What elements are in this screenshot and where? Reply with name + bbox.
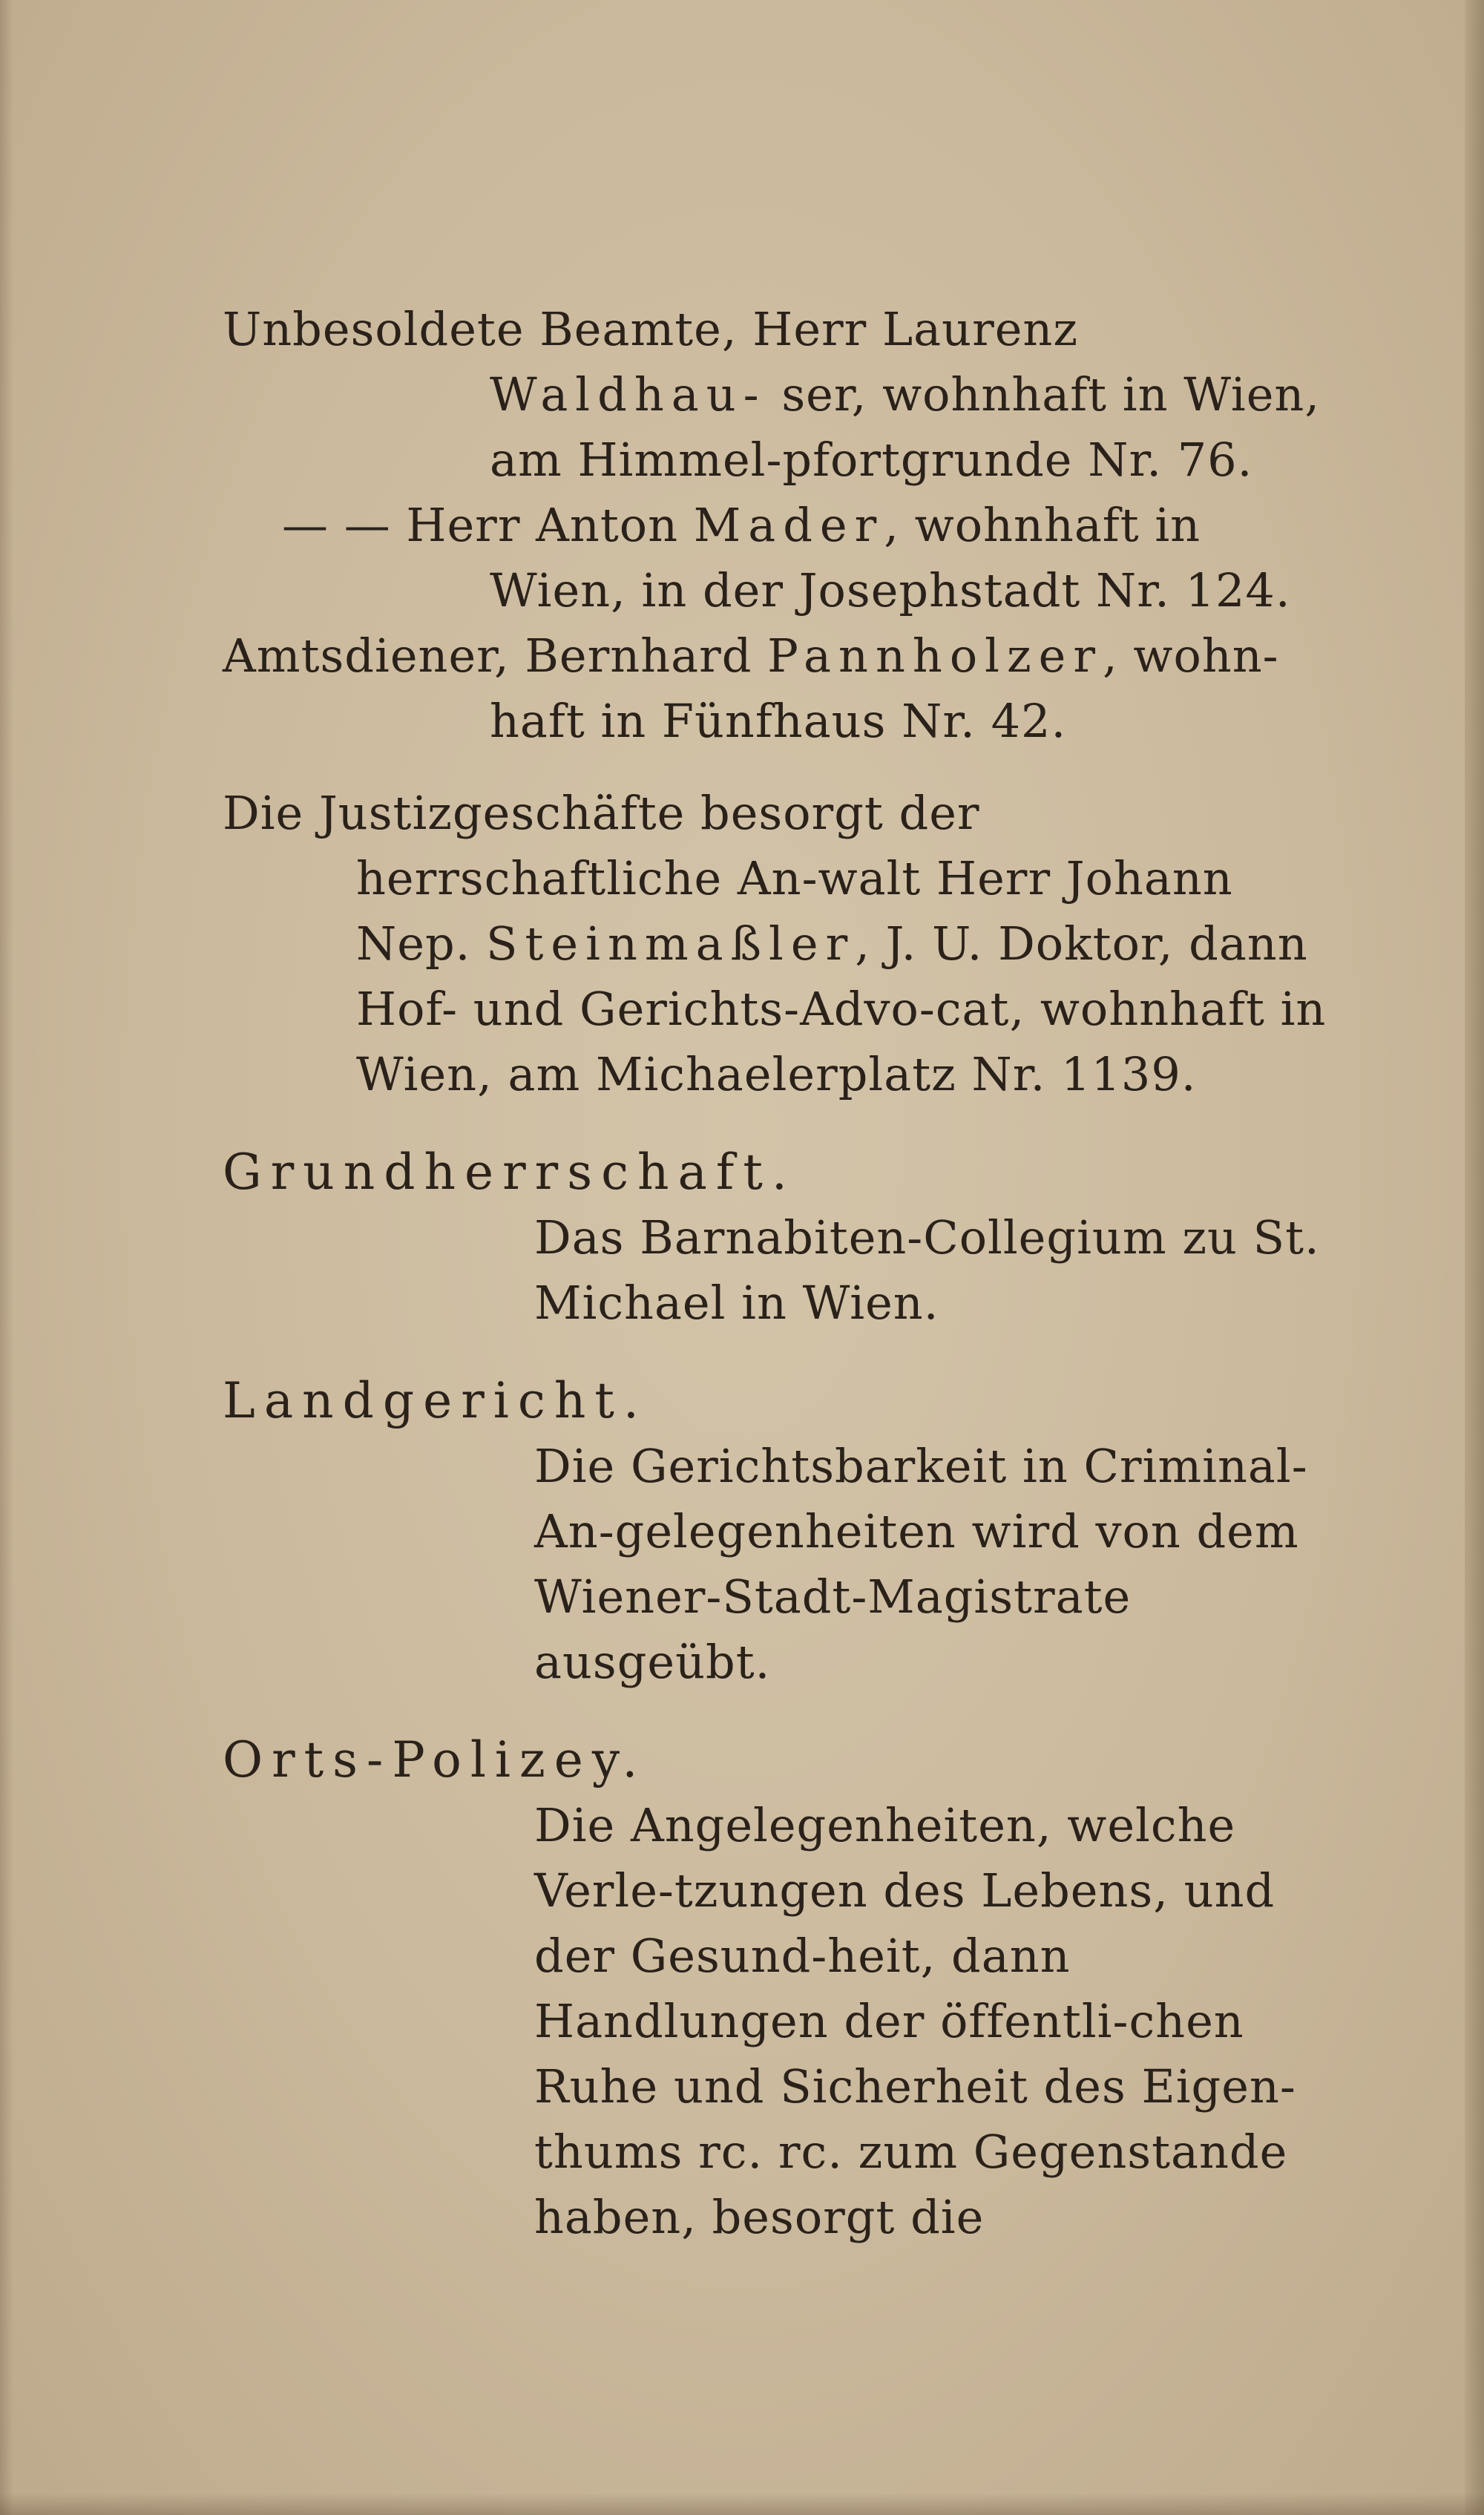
page-right-edge: [1465, 0, 1484, 2515]
entry-rest: , wohnhaft in Wien, in der Josephstadt Nr. 124.: [490, 498, 1291, 617]
entry-waldhauser: [223, 297, 1336, 493]
page-bottom-shadow: [0, 2493, 1484, 2515]
entry-rest: ser, wohnhaft in Wien, am Himmel-pfortgrunde Nr. 76.: [490, 367, 1321, 487]
section-body-orts-polizey: Die Angelegenheiten, welche Verle-tzungen des Lebens, und der Gesund-heit, dann Handlungen der öffentli-chen Ruhe und Sicherheit des Eigen-thums rc. rc. zum Gegenstande haben, besorgt die: [534, 1798, 1296, 2244]
section-heading-orts-polizey: Orts-Polizey.: [223, 1731, 647, 1788]
entry-rest: , wohn-haft in Fünfhaus Nr. 42.: [490, 629, 1279, 748]
entry-name: Waldhau-: [490, 367, 766, 422]
entry-lead: Unbesoldete Beamte, Herr Laurenz: [223, 302, 1078, 356]
entry-name: Mader: [693, 498, 884, 552]
justice-paragraph: [223, 781, 1336, 1107]
justice-lead: Die Justizgeschäfte besorgt der herrschaftliche An-walt Herr Johann Nep.: [223, 786, 1233, 971]
entry-lead: Amtsdiener, Bernhard: [223, 629, 768, 683]
page-text: [223, 297, 1336, 2250]
entry-pannholzer: [223, 623, 1336, 754]
section-body-grundherrschaft: Das Barnabiten-Collegium zu St. Michael in Wien.: [534, 1210, 1320, 1330]
section-heading-grundherrschaft: Grundherrschaft.: [223, 1144, 796, 1201]
entry-mader: [223, 493, 1336, 623]
section-heading-landgericht: Landgericht.: [223, 1372, 648, 1429]
justice-rest: , J. U. Doktor, dann Hof- und Gerichts-Advo-cat, wohnhaft in Wien, am Michaelerplatz Nr. 1139.: [356, 917, 1327, 1101]
justice-name: Steinmaßler: [486, 917, 856, 971]
section-body-landgericht: Die Gerichtsbarkeit in Criminal-An-gelegenheiten wird von dem Wiener-Stadt-Magistrate ausgeübt.: [534, 1439, 1308, 1689]
entry-lead: — — Herr Anton: [282, 498, 694, 552]
entry-name: Pannholzer: [767, 629, 1103, 683]
page-left-shadow: [0, 0, 13, 2515]
